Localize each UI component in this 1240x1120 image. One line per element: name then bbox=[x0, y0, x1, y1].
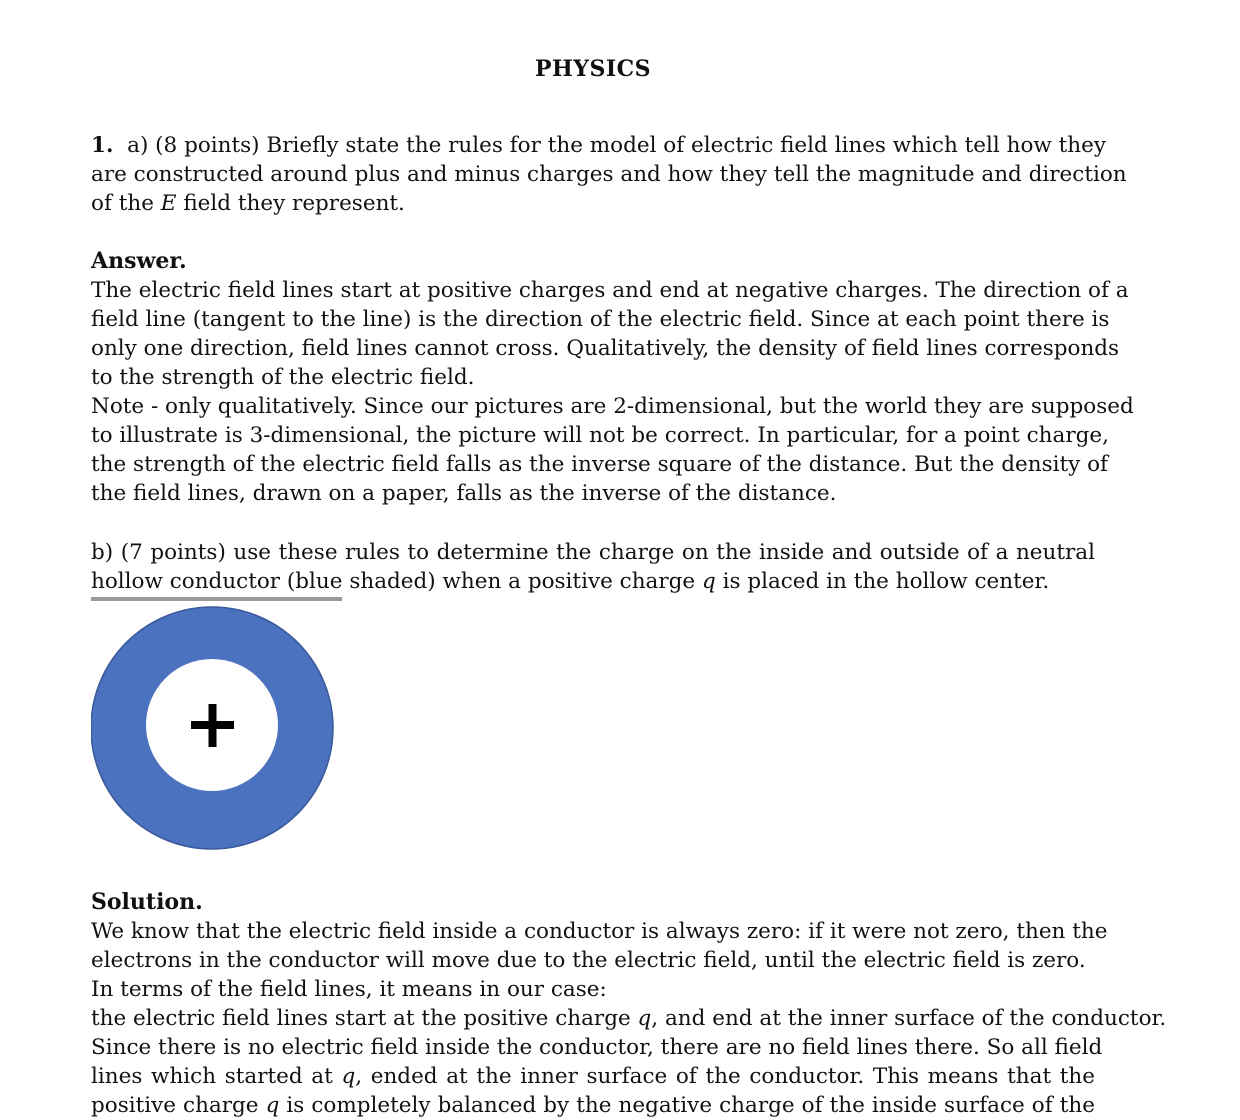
question-1a-line-1 bbox=[91, 131, 1106, 160]
question-1a bbox=[91, 131, 1127, 218]
answer-line: to the strength of the electric field. bbox=[91, 365, 475, 390]
solution-line bbox=[91, 1091, 1095, 1120]
variable-q: q bbox=[701, 569, 716, 594]
answer-line: the strength of the electric field falls as the inverse square of the distance. But the density of bbox=[91, 452, 1109, 477]
answer-line: Note - only qualitatively. Since our pictures are 2-dimensional, but the world they are supposed bbox=[91, 394, 1134, 419]
question-1a-line-3-suffix: field they represent. bbox=[176, 191, 405, 216]
question-1b bbox=[91, 538, 1095, 596]
solution-line: In terms of the field lines, it means in our case: bbox=[91, 977, 607, 1002]
page-title: PHYSICS bbox=[534, 56, 652, 82]
question-1b-line-2 bbox=[91, 567, 1095, 596]
answer-line: field line (tangent to the line) is the direction of the electric field. Since at each point there is bbox=[91, 307, 1110, 332]
answer-heading: Answer. bbox=[91, 248, 187, 274]
answer-line: the field lines, drawn on a paper, falls as the inverse of the distance. bbox=[91, 481, 837, 506]
question-1a-line-2: are constructed around plus and minus charges and how they tell the magnitude and direction bbox=[91, 162, 1127, 187]
solution-line-6-suffix: , ended at the inner surface of the conductor. This means that the bbox=[355, 1064, 1095, 1089]
question-1b-line-1: b) (7 points) use these rules to determine the charge on the inside and outside of a neutral bbox=[91, 540, 1095, 565]
question-1b-line-2-suffix: is placed in the hollow center. bbox=[715, 569, 1050, 594]
solution-line-6-prefix: lines which started at bbox=[91, 1064, 342, 1089]
hollow-conductor-figure bbox=[91, 601, 337, 855]
question-1a-text-1: a) (8 points) Briefly state the rules for the model of electric field lines which tell how they bbox=[127, 133, 1106, 158]
question-1a-line-3-prefix: of the bbox=[91, 191, 161, 216]
solution-line-4-prefix: the electric field lines start at the positive charge bbox=[91, 1006, 638, 1031]
solution-line: We know that the electric field inside a conductor is always zero: if it were not zero, then the bbox=[91, 919, 1108, 944]
solution-line-7-prefix: positive charge bbox=[91, 1093, 266, 1118]
answer-line: The electric field lines start at positive charges and end at negative charges. The direction of a bbox=[91, 278, 1129, 303]
answer-text bbox=[91, 276, 1134, 508]
variable-q: q bbox=[341, 1064, 356, 1089]
solution-line-4-suffix: , and end at the inner surface of the conductor. bbox=[651, 1006, 1167, 1031]
variable-E: E bbox=[160, 191, 177, 216]
solution-line: Since there is no electric field inside the conductor, there are no field lines there. So all field bbox=[91, 1035, 1103, 1060]
solution-line bbox=[91, 1004, 1167, 1033]
solution-line: electrons in the conductor will move due to the electric field, until the electric field is zero. bbox=[91, 948, 1086, 973]
question-number: 1. bbox=[91, 133, 114, 158]
variable-q: q bbox=[637, 1006, 652, 1031]
question-1b-line-2-prefix: hollow conductor (blue shaded) when a positive charge bbox=[91, 569, 702, 594]
answer-line: to illustrate is 3-dimensional, the picture will not be correct. In particular, for a point charge, bbox=[91, 423, 1109, 448]
question-1a-line-3 bbox=[91, 189, 1095, 218]
variable-q: q bbox=[265, 1093, 280, 1118]
solution-text bbox=[91, 917, 1167, 1120]
solution-line bbox=[91, 1062, 1095, 1091]
answer-line: only one direction, field lines cannot cross. Qualitatively, the density of field lines corresponds bbox=[91, 336, 1120, 361]
solution-heading: Solution. bbox=[91, 889, 203, 915]
solution-line-7-suffix: is completely balanced by the negative charge of the inside surface of the bbox=[279, 1093, 1095, 1118]
